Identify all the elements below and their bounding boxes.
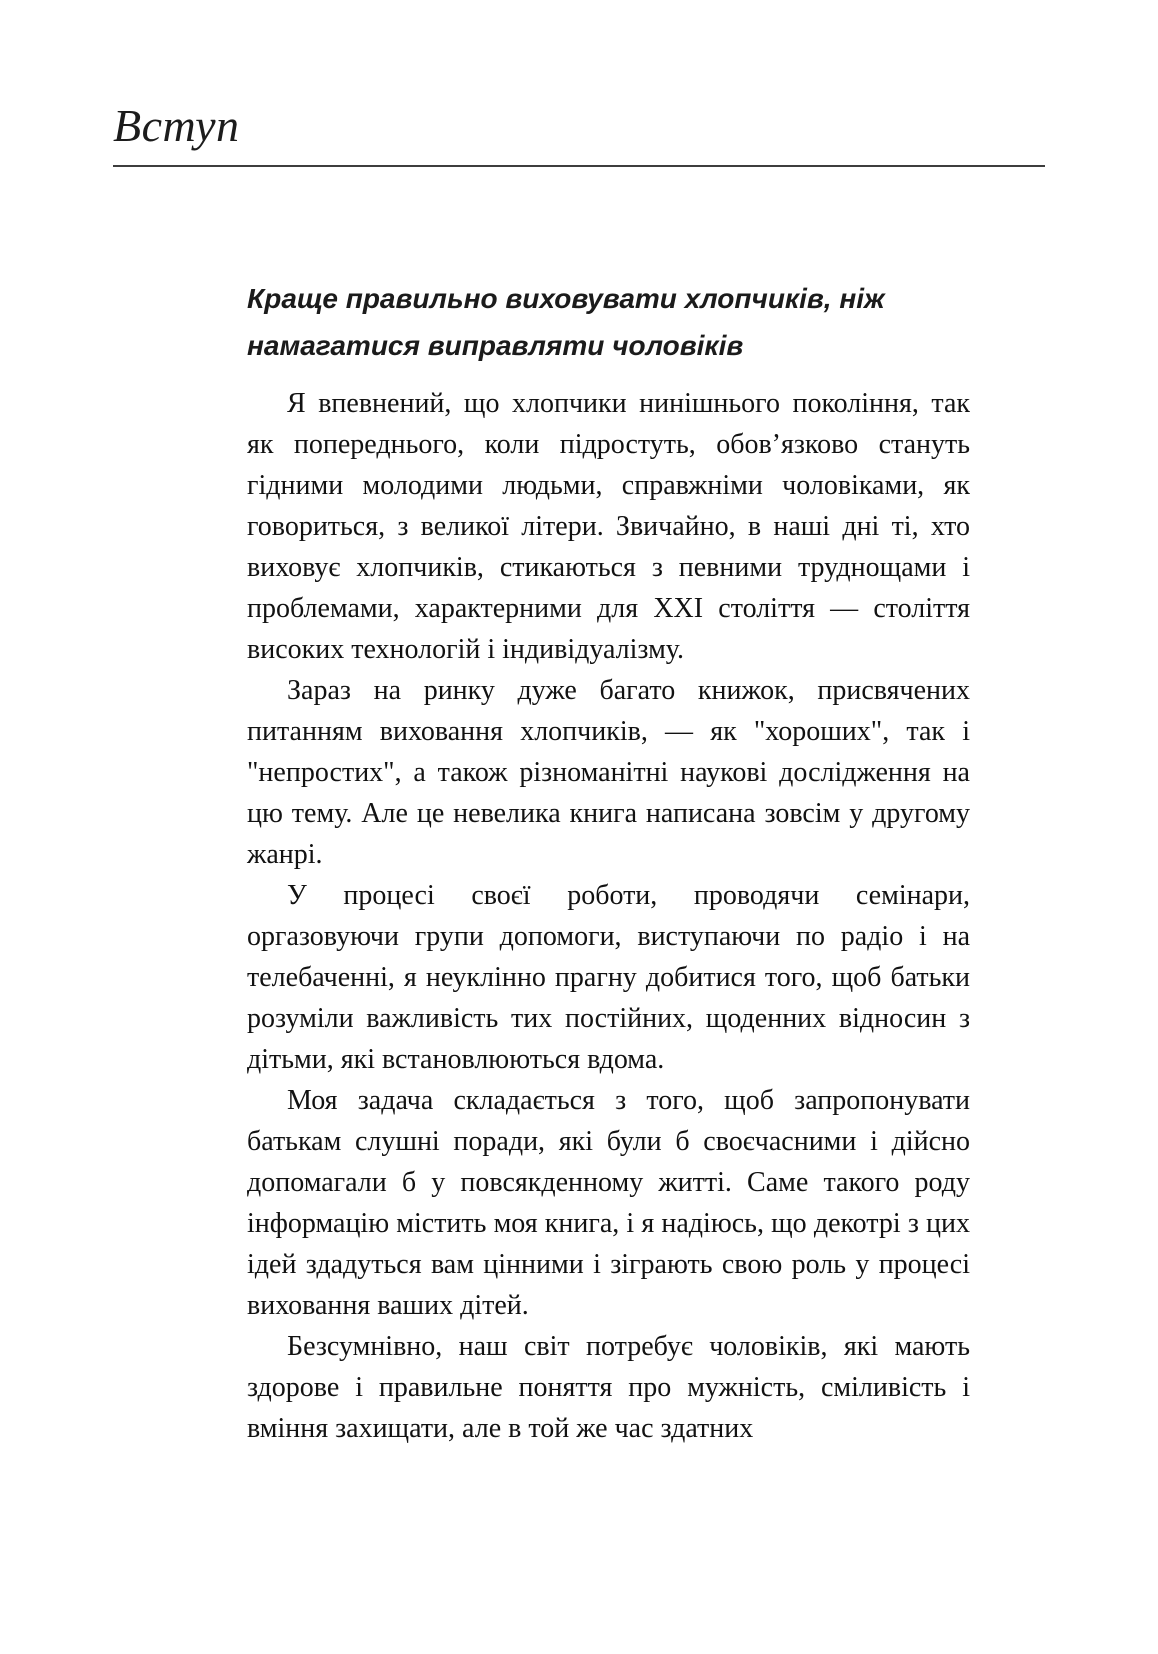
- chapter-title: Вступ: [113, 100, 240, 151]
- epigraph: Краще правильно виховувати хлопчиків, ніж намагатися виправляти чоловіків: [247, 282, 885, 361]
- paragraph-2: Зараз на ринку дуже багато книжок, присвячених питанням виховання хлопчиків, — як "хороших", так і "непростих", а також різноманітні наукові дослідження на цю тему. Але це невелика книга написана зовсім у другому жанрі.: [247, 674, 970, 870]
- paragraph-5: Безсумнівно, наш світ потребує чоловіків, які мають здорове і правильне поняття про мужність, сміливість і вміння захищати, але в той же час здатних: [247, 1330, 970, 1444]
- paragraph-1: Я впевнений, що хлопчики нинішнього покоління, так як попереднього, коли підростуть, обов’язково стануть гідними молодими людьми, справжніми чоловіками, як говориться, з великої літери. Звичайно, в наші дні ті, хто виховує хлопчиків, стикаються з певними труднощами і проблемами, характерними для XXI століття — століття високих технологій і індивідуалізму.: [247, 387, 970, 665]
- paragraph-4: Моя задача складається з того, щоб запропонувати батькам слушні поради, які були б своєчасними і дійсно допомагали б у повсякденному житті. Саме такого роду інформацію містить моя книга, і я надіюсь, що декотрі з цих ідей здадуться вам цінними і зіграють свою роль у процесі виховання ваших дітей.: [247, 1084, 970, 1321]
- title-divider: [113, 165, 1045, 167]
- page-content: [247, 275, 970, 1449]
- paragraph-3: У процесі своєї роботи, проводячи семінари, оргазовуючи групи допомоги, виступаючи по радіо і на телебаченні, я неуклінно прагну добитися того, щоб батьки розуміли важливість тих постійних, щоденних відносин з дітьми, які встановлюються вдома.: [247, 879, 970, 1075]
